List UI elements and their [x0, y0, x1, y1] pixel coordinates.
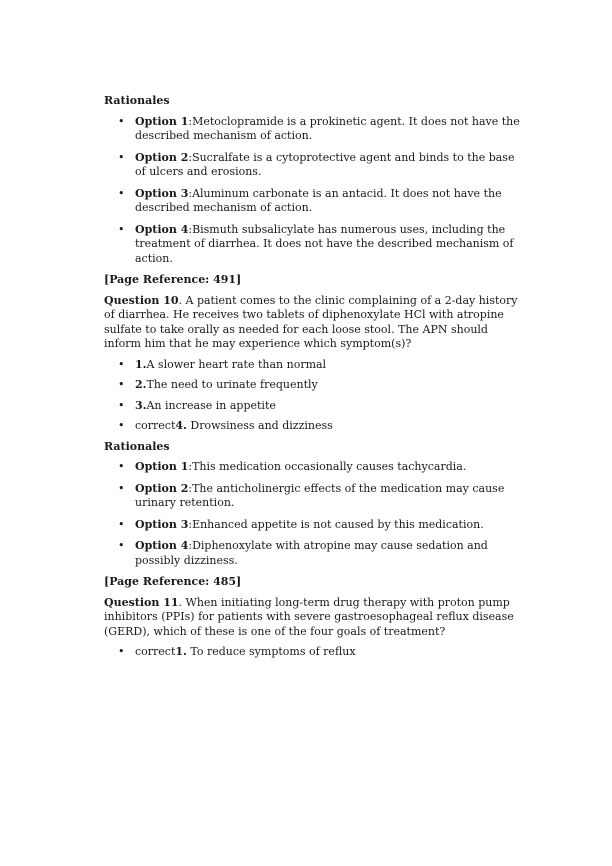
option-label: Option 1 [135, 114, 189, 128]
option-label: Option 4 [135, 222, 189, 236]
option-number: 1. [135, 357, 147, 371]
correct-marker: correct [135, 419, 176, 432]
option-label: Option 2 [135, 150, 189, 164]
rationale-text: :Metoclopramide is a prokinetic agent. It does not have the described mechanism of action. [135, 114, 520, 142]
page-reference: [Page Reference: 485] [104, 575, 242, 588]
rationale-item [104, 482, 524, 511]
question-11 [104, 596, 524, 640]
bullet-icon: • [118, 481, 125, 495]
bullet-icon: • [118, 539, 125, 552]
question-text: . A patient comes to the clinic complaining of a 2-day history of diarrhea. He receives two tablets of diphenoxylate HCl with atropine sulfate to take orally as needed for each loose stool. The APN should inform him that he may experience which symptom(s)? [104, 293, 518, 350]
rationale-item [104, 223, 524, 267]
question-label: Question 11 [104, 595, 179, 609]
rationale-text: :Aluminum carbonate is an antacid. It does not have the described mechanism of action. [135, 186, 502, 214]
rationale-text: :Sucralfate is a cytoprotective agent and binds to the base of ulcers and erosions. [135, 150, 515, 178]
document-content [104, 94, 524, 666]
bullet-icon: • [118, 114, 125, 128]
bullet-icon: • [118, 645, 125, 658]
bullet-icon: • [118, 357, 125, 371]
answer-option-correct [104, 419, 524, 434]
rationales-list [104, 460, 524, 568]
option-label: Option 1 [135, 460, 189, 473]
rationale-item [104, 460, 524, 475]
option-text: To reduce symptoms of reflux [186, 645, 356, 658]
option-label: Option 3 [135, 186, 189, 200]
option-number: 4. [175, 419, 187, 432]
option-number: 2. [135, 378, 147, 391]
bullet-icon: • [118, 517, 125, 531]
answer-option-correct [104, 645, 524, 660]
rationale-item [104, 518, 524, 533]
answer-option [104, 399, 524, 414]
question-label: Question 10 [104, 293, 179, 307]
rationale-item [104, 539, 524, 568]
answer-options [104, 645, 524, 660]
rationales-heading: Rationales [104, 94, 170, 107]
option-text: A slower heart rate than normal [146, 357, 327, 371]
rationales-list [104, 115, 524, 267]
page-reference: [Page Reference: 491] [104, 273, 242, 286]
option-text: The need to urinate frequently [146, 378, 318, 391]
bullet-icon: • [118, 150, 125, 164]
bullet-icon: • [118, 186, 125, 200]
rationale-item [104, 187, 524, 216]
rationale-item [104, 115, 524, 144]
option-label: Option 3 [135, 517, 189, 531]
rationale-item [104, 151, 524, 180]
option-label: Option 4 [135, 539, 189, 552]
rationale-text: :Bismuth subsalicylate has numerous uses, including the treatment of diarrhea. It does not have the described mechanism of action. [135, 222, 514, 265]
question-text: . When initiating long-term drug therapy with proton pump inhibitors (PPIs) for patients with severe gastroesophageal reflux disease (GERD), which of these is one of the four goals of treatment? [104, 595, 514, 638]
rationales-heading: Rationales [104, 439, 170, 453]
bullet-icon: • [118, 460, 125, 473]
rationale-text: :Diphenoxylate with atropine may cause sedation and possibly dizziness. [135, 539, 488, 567]
option-text: An increase in appetite [146, 398, 276, 412]
bullet-icon: • [118, 419, 125, 432]
bullet-icon: • [118, 398, 125, 412]
option-label: Option 2 [135, 481, 189, 495]
answer-option [104, 358, 524, 373]
option-text: Drowsiness and dizziness [186, 419, 333, 432]
bullet-icon: • [118, 222, 125, 236]
answer-option [104, 378, 524, 393]
bullet-icon: • [118, 378, 125, 391]
question-10 [104, 294, 524, 352]
option-number: 3. [135, 398, 147, 412]
rationale-text: :This medication occasionally causes tachycardia. [188, 460, 467, 473]
rationale-text: :The anticholinergic effects of the medication may cause urinary retention. [135, 481, 505, 509]
answer-options [104, 358, 524, 434]
correct-marker: correct [135, 645, 176, 658]
rationale-text: :Enhanced appetite is not caused by this medication. [188, 517, 484, 531]
option-number: 1. [175, 645, 187, 658]
